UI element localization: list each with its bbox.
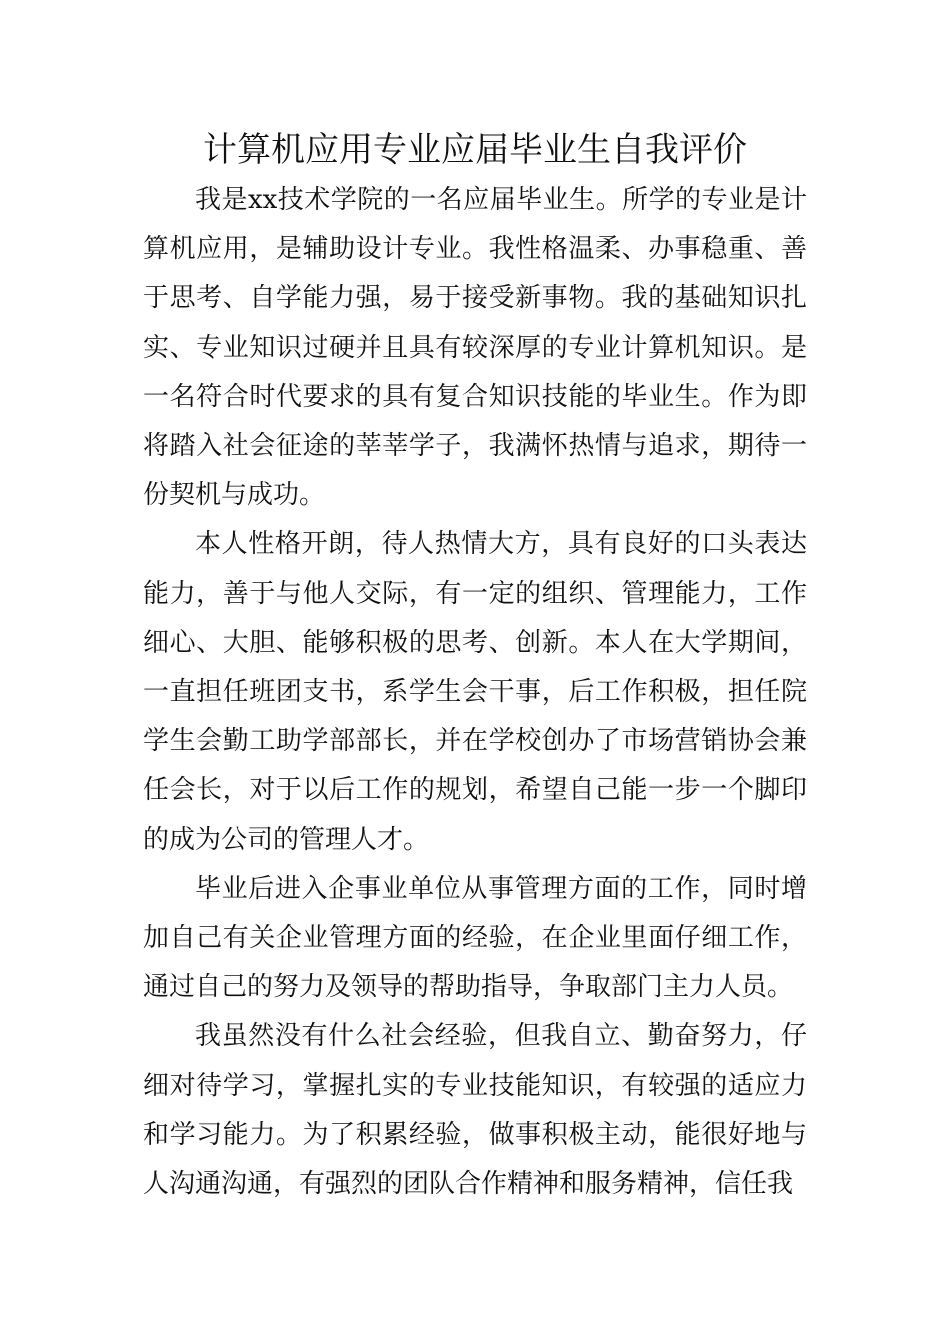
document-title: 计算机应用专业应届毕业生自我评价 (203, 130, 747, 170)
paragraph-2: 本人性格开朗，待人热情大方，具有良好的口头表达能力，善于与他人交际，有一定的组织、管理能力，工作细心、大胆、能够积极的思考、创新。本人在大学期间，一直担任班团支书，系学生会干事，后工作积极，担任院学生会勤工助学部部长，并在学校创办了市场营销协会兼任会长，对于以后工作的规划，希望自己能一步一个脚印的成为公司的管理人才。 (143, 529, 807, 855)
document-body (143, 176, 807, 1209)
paragraph-1: 我是xx技术学院的一名应届毕业生。所学的专业是计算机应用，是辅助设计专业。我性格温柔、办事稳重、善于思考、自学能力强，易于接受新事物。我的基础知识扎实、专业知识过硬并且具有较深厚的专业计算机知识。是一名符合时代要求的具有复合知识技能的毕业生。作为即将踏入社会征途的莘莘学子，我满怀热情与追求，期待一份契机与成功。 (143, 185, 807, 511)
paragraph-4: 我虽然没有什么社会经验，但我自立、勤奋努力，仔细对待学习，掌握扎实的专业技能知识，有较强的适应力和学习能力。为了积累经验，做事积极主动，能很好地与人沟通沟通，有强烈的团队合作精神和服务精神，信任我 (143, 1021, 807, 1200)
paragraph-3: 毕业后进入企事业单位从事管理方面的工作，同时增加自己有关企业管理方面的经验，在企业里面仔细工作，通过自己的努力及领导的帮助指导，争取部门主力人员。 (143, 873, 807, 1003)
